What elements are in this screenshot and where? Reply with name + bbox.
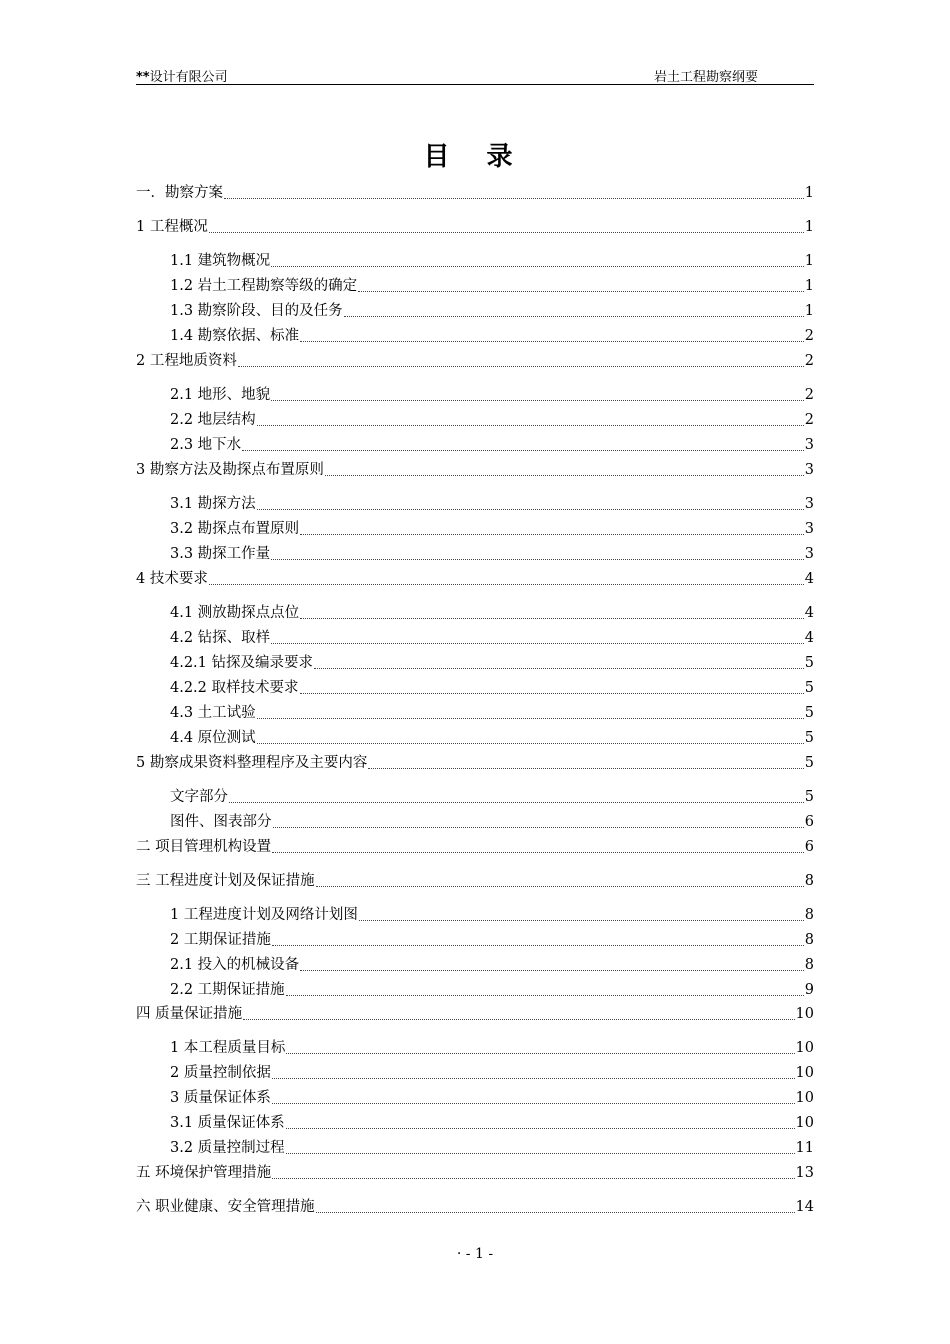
toc-entry-page: 6 <box>804 839 814 855</box>
toc-entry-page: 10 <box>795 1006 814 1022</box>
toc-entry-title: 3.1 勘探方法 <box>170 496 256 512</box>
toc-entry-page: 3 <box>804 496 814 512</box>
toc-entry[interactable] <box>170 1063 814 1083</box>
toc-leader-dots <box>300 970 804 971</box>
toc-entry-title: 4 技术要求 <box>136 571 208 587</box>
page-number: · - 1 - <box>456 1246 494 1262</box>
toc-entry[interactable] <box>170 276 814 296</box>
toc-entry-page: 5 <box>804 680 814 696</box>
toc-entry[interactable] <box>136 871 814 891</box>
toc-entry-page: 9 <box>804 982 814 998</box>
toc-leader-dots <box>271 400 804 401</box>
toc-entry-title: 2.2 地层结构 <box>170 412 256 428</box>
toc-entry-title: 1 工程进度计划及网络计划图 <box>170 907 358 923</box>
toc-leader-dots <box>344 316 804 317</box>
toc-entry-page: 3 <box>804 546 814 562</box>
toc-entry[interactable] <box>170 251 814 271</box>
toc-leader-dots <box>286 1053 794 1054</box>
toc-entry-page: 1 <box>804 185 814 201</box>
toc-entry-page: 13 <box>795 1165 814 1181</box>
toc-entry-title: 文字部分 <box>170 789 228 805</box>
toc-leader-dots <box>271 559 804 560</box>
toc-entry-title: 2 质量控制依据 <box>170 1065 271 1081</box>
toc-leader-dots <box>325 475 804 476</box>
toc-entry[interactable] <box>136 183 814 203</box>
toc-entry-title: 1.2 岩土工程勘察等级的确定 <box>170 278 358 294</box>
toc-entry-title: 3 质量保证体系 <box>170 1090 271 1106</box>
toc-entry-page: 3 <box>804 521 814 537</box>
toc-entry[interactable] <box>136 1197 814 1217</box>
toc-entry-page: 4 <box>804 571 814 587</box>
toc-entry-title: 1.4 勘察依据、标准 <box>170 328 300 344</box>
toc-entry-title: 三 工程进度计划及保证措施 <box>136 873 315 889</box>
toc-entry-page: 10 <box>795 1065 814 1081</box>
toc-entry-title: 2 工程地质资料 <box>136 353 237 369</box>
toc-entry-page: 5 <box>804 789 814 805</box>
toc-entry-page: 5 <box>804 655 814 671</box>
toc-leader-dots <box>314 668 804 669</box>
toc-entry-title: 2.1 投入的机械设备 <box>170 957 300 973</box>
toc-entry-page: 2 <box>804 387 814 403</box>
toc-entry[interactable] <box>170 905 814 925</box>
toc-leader-dots <box>229 802 804 803</box>
toc-entry[interactable] <box>170 980 814 1000</box>
toc-entry-title: 图件、图表部分 <box>170 814 272 830</box>
toc-leader-dots <box>272 852 804 853</box>
toc-entry-title: 4.4 原位测试 <box>170 730 256 746</box>
toc-leader-dots <box>273 827 804 828</box>
toc-entry[interactable] <box>136 1163 814 1183</box>
page-header <box>136 66 814 85</box>
toc-entry-title: 3.2 勘探点布置原则 <box>170 521 300 537</box>
header-company: **设计有限公司 <box>136 70 228 85</box>
toc-entry[interactable] <box>170 1138 814 1158</box>
toc-entry[interactable] <box>136 217 814 237</box>
toc-entry[interactable] <box>170 410 814 430</box>
toc-leader-dots <box>271 643 804 644</box>
toc-entry[interactable] <box>170 519 814 539</box>
toc-entry-page: 10 <box>795 1090 814 1106</box>
toc-entry[interactable] <box>170 787 814 807</box>
toc-entry[interactable] <box>170 1038 814 1058</box>
toc-entry-title: 四 质量保证措施 <box>136 1006 243 1022</box>
toc-entry-title: 2.1 地形、地貌 <box>170 387 271 403</box>
toc-entry[interactable] <box>170 385 814 405</box>
toc-leader-dots <box>209 232 804 233</box>
toc-entry-title: 五 环境保护管理措施 <box>136 1165 272 1181</box>
toc-entry[interactable] <box>170 1113 814 1133</box>
toc-leader-dots <box>286 995 804 996</box>
toc-entry-title: 3 勘察方法及勘探点布置原则 <box>136 462 324 478</box>
toc-entry[interactable] <box>170 494 814 514</box>
toc-entry-page: 5 <box>804 755 814 771</box>
toc-entry-title: 4.2.1 钻探及编录要求 <box>170 655 314 671</box>
toc-entry-page: 4 <box>804 630 814 646</box>
toc-entry-title: 1 工程概况 <box>136 219 208 235</box>
toc-entry-page: 1 <box>804 278 814 294</box>
toc-leader-dots <box>272 1178 794 1179</box>
toc-entry-page: 3 <box>804 462 814 478</box>
toc-entry-page: 8 <box>804 873 814 889</box>
toc-entry[interactable] <box>170 728 814 748</box>
toc-leader-dots <box>286 1128 795 1129</box>
toc-entry-title: 3.2 质量控制过程 <box>170 1140 285 1156</box>
toc-entry-title: 二 项目管理机构设置 <box>136 839 272 855</box>
toc-entry-page: 10 <box>795 1040 814 1056</box>
toc-entry-page: 5 <box>804 730 814 746</box>
toc-entry-page: 6 <box>804 814 814 830</box>
toc-entry-page: 14 <box>795 1199 814 1215</box>
toc-entry-page: 3 <box>804 437 814 453</box>
toc-entry-page: 11 <box>795 1140 814 1156</box>
toc-entry-title: 4.2 钻探、取样 <box>170 630 271 646</box>
toc-leader-dots <box>257 425 804 426</box>
toc-leader-dots <box>257 718 804 719</box>
toc-leader-dots <box>238 366 804 367</box>
toc-entry-page: 8 <box>804 907 814 923</box>
toc-entry-title: 2.3 地下水 <box>170 437 242 453</box>
toc-entry[interactable] <box>170 678 814 698</box>
toc-entry-title: 3.1 质量保证体系 <box>170 1115 285 1131</box>
toc-leader-dots <box>300 618 804 619</box>
toc-leader-dots <box>286 1153 795 1154</box>
toc-entry[interactable] <box>136 753 814 773</box>
toc-leader-dots <box>257 509 804 510</box>
toc-entry[interactable] <box>170 544 814 564</box>
toc-entry-title: 1.3 勘察阶段、目的及任务 <box>170 303 343 319</box>
toc-leader-dots <box>272 1078 795 1079</box>
toc-entry[interactable] <box>170 435 814 455</box>
toc-leader-dots <box>271 266 804 267</box>
toc-entry-page: 2 <box>804 353 814 369</box>
toc-leader-dots <box>243 1019 794 1020</box>
toc-entry-page: 10 <box>795 1115 814 1131</box>
toc-entry[interactable] <box>136 351 814 371</box>
toc-entry[interactable] <box>170 628 814 648</box>
toc-entry-title: 5 勘察成果资料整理程序及主要内容 <box>136 755 368 771</box>
toc-entry[interactable] <box>136 837 814 857</box>
toc-entry[interactable] <box>170 603 814 623</box>
toc-entry-title: 一．勘察方案 <box>136 185 223 201</box>
toc-entry[interactable] <box>170 1088 814 1108</box>
toc-entry-page: 2 <box>804 328 814 344</box>
toc-entry[interactable] <box>170 955 814 975</box>
toc-leader-dots <box>272 1103 795 1104</box>
toc-title: 目 录 <box>423 142 527 172</box>
toc-entry[interactable] <box>170 703 814 723</box>
toc-leader-dots <box>224 198 804 199</box>
toc-entry[interactable] <box>170 812 814 832</box>
toc-leader-dots <box>257 743 804 744</box>
toc-entry-title: 4.1 测放勘探点点位 <box>170 605 300 621</box>
toc-leader-dots <box>300 341 804 342</box>
toc-entry-page: 5 <box>804 705 814 721</box>
toc-entry-title: 1.1 建筑物概况 <box>170 253 271 269</box>
toc-entry-page: 4 <box>804 605 814 621</box>
toc-leader-dots <box>300 693 804 694</box>
toc-entry-title: 2.2 工期保证措施 <box>170 982 285 998</box>
toc-entry[interactable] <box>170 326 814 346</box>
toc-entry-page: 8 <box>804 932 814 948</box>
toc-entry-page: 1 <box>804 303 814 319</box>
toc-entry-page: 1 <box>804 253 814 269</box>
toc-leader-dots <box>300 534 804 535</box>
toc-leader-dots <box>368 768 803 769</box>
toc-leader-dots <box>272 945 804 946</box>
toc-leader-dots <box>209 584 804 585</box>
toc-leader-dots <box>316 1212 795 1213</box>
toc-entry-page: 2 <box>804 412 814 428</box>
toc-entry-title: 2 工期保证措施 <box>170 932 271 948</box>
toc-entry-title: 六 职业健康、安全管理措施 <box>136 1199 315 1215</box>
header-doc-title: 岩土工程勘察纲要 <box>654 70 759 85</box>
toc-leader-dots <box>242 450 804 451</box>
toc-leader-dots <box>316 886 804 887</box>
toc-entry[interactable] <box>136 1004 814 1024</box>
toc-entry[interactable] <box>136 460 814 480</box>
toc-entry-title: 1 本工程质量目标 <box>170 1040 286 1056</box>
toc-entry[interactable] <box>170 653 814 673</box>
toc-entry-page: 1 <box>804 219 814 235</box>
toc-leader-dots <box>358 291 804 292</box>
toc-entry-page: 8 <box>804 957 814 973</box>
toc-entry-title: 3.3 勘探工作量 <box>170 546 271 562</box>
toc-entry[interactable] <box>136 569 814 589</box>
toc-leader-dots <box>359 920 804 921</box>
toc-entry[interactable] <box>170 301 814 321</box>
toc-entry-title: 4.3 土工试验 <box>170 705 256 721</box>
toc-entry-title: 4.2.2 取样技术要求 <box>170 680 299 696</box>
toc-entry[interactable] <box>170 930 814 950</box>
